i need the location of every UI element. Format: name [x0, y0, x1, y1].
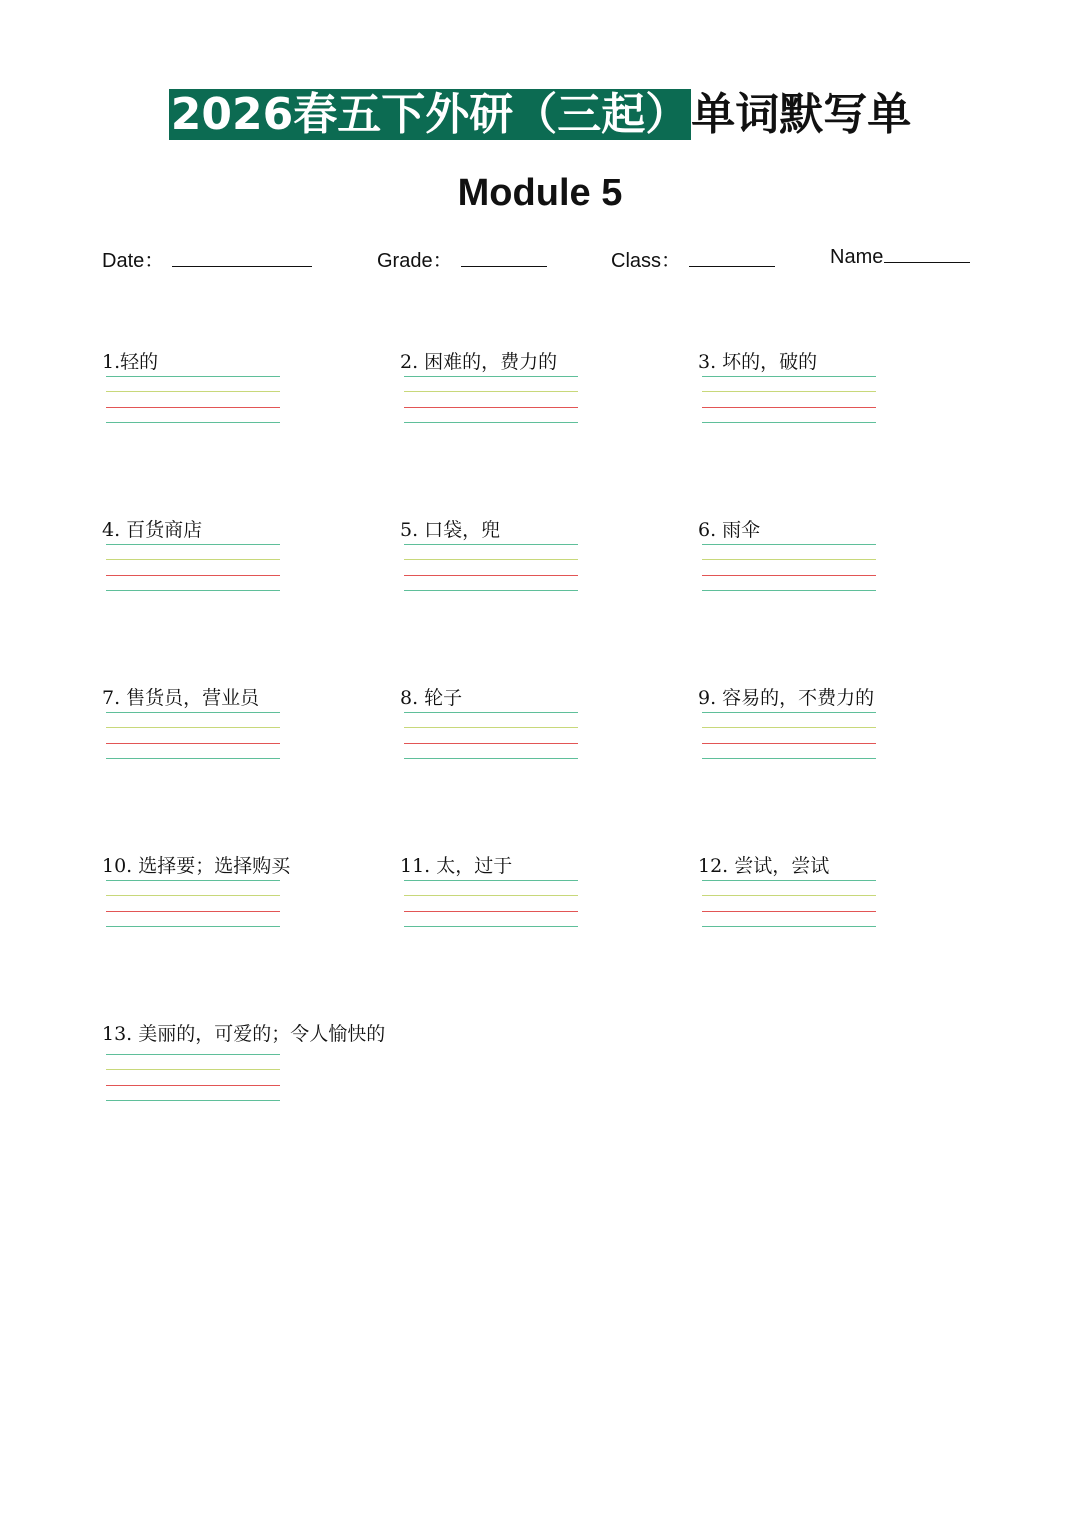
word-item-5: [400, 516, 690, 594]
class-label: Class：: [611, 250, 682, 272]
grade-blank[interactable]: [461, 248, 547, 267]
word-prompt-4: 4. 百货商店: [102, 519, 203, 541]
word-prompt-3: 3. 坏的，破的: [698, 351, 818, 373]
writing-lines-7[interactable]: [106, 712, 280, 762]
word-item-1: [102, 348, 392, 426]
writing-lines-6[interactable]: [702, 544, 876, 594]
writing-lines-10[interactable]: [106, 880, 280, 930]
word-prompt-2: 2. 困难的，费力的: [400, 351, 558, 373]
word-item-11: [400, 852, 690, 930]
writing-lines-12[interactable]: [702, 880, 876, 930]
title-highlight: 2026春五下外研（三起）: [170, 89, 690, 140]
word-prompt-8: 8. 轮子: [400, 687, 463, 709]
writing-lines-3[interactable]: [702, 376, 876, 426]
word-item-6: [698, 516, 988, 594]
word-prompt-6: 6. 雨伞: [698, 519, 761, 541]
word-item-2: [400, 348, 690, 426]
name-label: Name: [830, 246, 884, 268]
word-prompt-10: 10. 选择要；选择购买: [102, 855, 291, 877]
class-field[interactable]: [611, 244, 775, 273]
word-prompt-13: 13. 美丽的，可爱的；令人愉快的: [102, 1023, 386, 1045]
writing-lines-11[interactable]: [404, 880, 578, 930]
word-item-13: [102, 1020, 392, 1104]
grade-field[interactable]: [377, 244, 547, 273]
grade-label: Grade：: [377, 250, 453, 272]
word-prompt-12: 12. 尝试，尝试: [698, 855, 830, 877]
writing-lines-8[interactable]: [404, 712, 578, 762]
word-item-8: [400, 684, 690, 762]
writing-lines-13[interactable]: [106, 1054, 280, 1104]
word-item-9: [698, 684, 988, 762]
page-title: [0, 86, 1080, 144]
word-item-4: [102, 516, 392, 594]
name-blank[interactable]: [884, 244, 970, 263]
title-rest: 单词默写单: [691, 89, 912, 140]
writing-lines-1[interactable]: [106, 376, 280, 426]
word-item-7: [102, 684, 392, 762]
class-blank[interactable]: [689, 248, 775, 267]
word-prompt-9: 9. 容易的，不费力的: [698, 687, 875, 709]
module-heading: Module 5: [457, 172, 623, 214]
date-field[interactable]: [102, 244, 312, 273]
date-label: Date：: [102, 250, 165, 272]
word-prompt-1: 1.轻的: [102, 351, 159, 373]
word-prompt-7: 7. 售货员，营业员: [102, 687, 260, 709]
word-item-10: [102, 852, 392, 930]
writing-lines-5[interactable]: [404, 544, 578, 594]
word-prompt-5: 5. 口袋，兜: [400, 519, 501, 541]
writing-lines-2[interactable]: [404, 376, 578, 426]
word-item-12: [698, 852, 988, 930]
writing-lines-9[interactable]: [702, 712, 876, 762]
writing-lines-4[interactable]: [106, 544, 280, 594]
date-blank[interactable]: [172, 248, 312, 267]
word-item-3: [698, 348, 988, 426]
name-field[interactable]: [830, 244, 970, 269]
word-prompt-11: 11. 太，过于: [400, 855, 513, 877]
